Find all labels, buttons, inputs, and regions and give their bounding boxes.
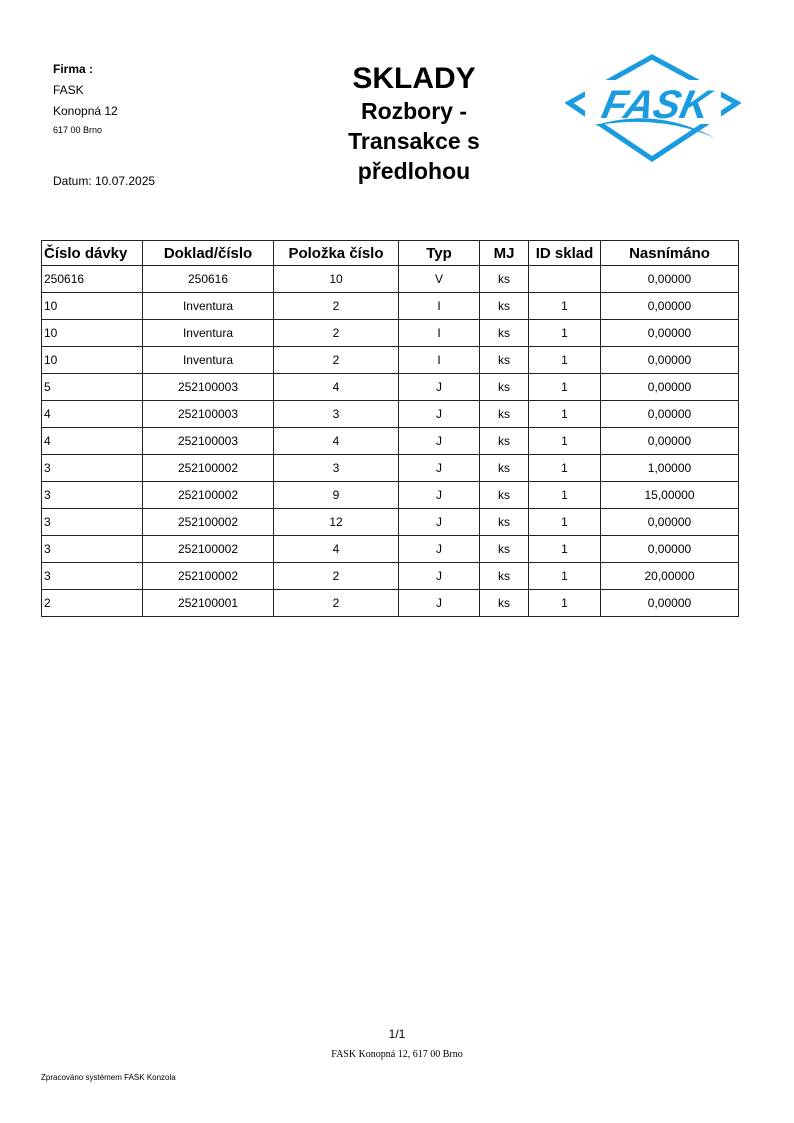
table-cell: 250616 xyxy=(143,266,274,293)
table-cell: I xyxy=(399,347,480,374)
table-cell: 3 xyxy=(274,455,399,482)
table-cell: 2 xyxy=(274,293,399,320)
column-header: Položka číslo xyxy=(274,241,399,266)
table-cell: 250616 xyxy=(42,266,143,293)
table-row xyxy=(42,563,739,590)
table-cell: ks xyxy=(480,455,529,482)
table-cell: 252100002 xyxy=(143,455,274,482)
table-header-row xyxy=(42,241,739,266)
table-cell: J xyxy=(399,401,480,428)
table-cell: 3 xyxy=(274,401,399,428)
table-cell: 3 xyxy=(42,563,143,590)
table-cell: 252100003 xyxy=(143,401,274,428)
logo-text: FASK xyxy=(598,81,715,127)
table-cell: 252100002 xyxy=(143,536,274,563)
table-cell: ks xyxy=(480,563,529,590)
table-cell: J xyxy=(399,428,480,455)
table-cell: 0,00000 xyxy=(601,347,739,374)
table-cell: 1 xyxy=(529,455,601,482)
table-cell: 5 xyxy=(42,374,143,401)
company-name: FASK xyxy=(53,83,84,97)
table-cell: 1 xyxy=(529,320,601,347)
table-cell: 1 xyxy=(529,509,601,536)
table-cell: 20,00000 xyxy=(601,563,739,590)
table-row xyxy=(42,320,739,347)
footer-address: FASK Konopná 12, 617 00 Brno xyxy=(331,1049,463,1060)
title-main: SKLADY xyxy=(352,62,476,95)
table-cell: 1 xyxy=(529,563,601,590)
table-cell: 0,00000 xyxy=(601,266,739,293)
table-cell: ks xyxy=(480,509,529,536)
column-header: Číslo dávky xyxy=(42,241,143,266)
table-cell: 0,00000 xyxy=(601,536,739,563)
table-cell: 4 xyxy=(42,401,143,428)
table-row xyxy=(42,374,739,401)
table-cell: 2 xyxy=(274,563,399,590)
table-cell: 1 xyxy=(529,374,601,401)
table-cell: 12 xyxy=(274,509,399,536)
title-sub-line: předlohou xyxy=(357,158,471,184)
table-cell: 4 xyxy=(274,536,399,563)
table-cell: 0,00000 xyxy=(601,401,739,428)
table-cell: J xyxy=(399,482,480,509)
table-cell: 1 xyxy=(529,428,601,455)
table-cell: 0,00000 xyxy=(601,428,739,455)
table-cell: 1 xyxy=(529,347,601,374)
table-cell: 252100003 xyxy=(143,374,274,401)
table-cell: 0,00000 xyxy=(601,590,739,617)
fask-logo-icon xyxy=(565,54,741,164)
table-cell: J xyxy=(399,374,480,401)
table-cell: Inventura xyxy=(143,320,274,347)
table-row xyxy=(42,428,739,455)
table-cell: 1,00000 xyxy=(601,455,739,482)
table-cell: 4 xyxy=(274,428,399,455)
company-city: 617 00 Brno xyxy=(53,125,103,135)
table-row xyxy=(42,482,739,509)
transactions-table xyxy=(41,240,739,617)
table-cell: 252100002 xyxy=(143,482,274,509)
table-cell: 15,00000 xyxy=(601,482,739,509)
table-cell: 10 xyxy=(42,293,143,320)
table-cell: I xyxy=(399,320,480,347)
table-cell: 10 xyxy=(42,347,143,374)
table-cell: 0,00000 xyxy=(601,293,739,320)
table-cell: ks xyxy=(480,320,529,347)
table-cell: 2 xyxy=(274,347,399,374)
report-date: Datum: 10.07.2025 xyxy=(53,174,156,188)
table-cell: ks xyxy=(480,536,529,563)
table-cell: 252100003 xyxy=(143,428,274,455)
table-cell: 2 xyxy=(274,590,399,617)
table-cell: ks xyxy=(480,347,529,374)
table-cell: ks xyxy=(480,482,529,509)
table-cell: I xyxy=(399,293,480,320)
column-header: Doklad/číslo xyxy=(143,241,274,266)
table-cell: ks xyxy=(480,293,529,320)
table-cell: ks xyxy=(480,428,529,455)
report-title xyxy=(314,62,514,186)
table-cell: 2 xyxy=(274,320,399,347)
table-cell: 10 xyxy=(42,320,143,347)
company-street: Konopná 12 xyxy=(53,104,118,118)
company-label: Firma : xyxy=(53,62,94,76)
table-row xyxy=(42,455,739,482)
table-cell: ks xyxy=(480,590,529,617)
table-cell: 4 xyxy=(42,428,143,455)
table-row xyxy=(42,590,739,617)
table-cell: J xyxy=(399,455,480,482)
table-cell: ks xyxy=(480,266,529,293)
table-cell: 10 xyxy=(274,266,399,293)
table-cell: 3 xyxy=(42,509,143,536)
table-row xyxy=(42,293,739,320)
column-header: ID sklad xyxy=(529,241,601,266)
table-cell: 1 xyxy=(529,401,601,428)
table-row xyxy=(42,401,739,428)
table-cell: ks xyxy=(480,401,529,428)
table-cell: 1 xyxy=(529,293,601,320)
table-cell: J xyxy=(399,563,480,590)
processed-by: Zpracováno systémem FASK Konzola xyxy=(41,1073,176,1082)
column-header: MJ xyxy=(480,241,529,266)
table-cell: 252100001 xyxy=(143,590,274,617)
table-row xyxy=(42,509,739,536)
table-cell: 9 xyxy=(274,482,399,509)
title-sub-line: Transakce s xyxy=(348,128,480,154)
table-row xyxy=(42,347,739,374)
table-cell: 2 xyxy=(42,590,143,617)
table-cell: 0,00000 xyxy=(601,509,739,536)
table-cell: Inventura xyxy=(143,293,274,320)
table-cell: ks xyxy=(480,374,529,401)
table-cell: J xyxy=(399,536,480,563)
table-cell: J xyxy=(399,509,480,536)
title-sub-line: Rozbory - xyxy=(360,98,468,124)
table-row xyxy=(42,266,739,293)
table-cell: 1 xyxy=(529,536,601,563)
page-number: 1/1 xyxy=(388,1027,406,1041)
table-cell: V xyxy=(399,266,480,293)
table-cell: 3 xyxy=(42,482,143,509)
table-cell: 0,00000 xyxy=(601,320,739,347)
table-cell: 1 xyxy=(529,590,601,617)
table-cell: 4 xyxy=(274,374,399,401)
column-header: Typ xyxy=(399,241,480,266)
table-cell: Inventura xyxy=(143,347,274,374)
table-row xyxy=(42,536,739,563)
table-cell: 3 xyxy=(42,536,143,563)
table-cell: J xyxy=(399,590,480,617)
table-cell: 1 xyxy=(529,482,601,509)
table-cell: 252100002 xyxy=(143,563,274,590)
table-cell: 252100002 xyxy=(143,509,274,536)
column-header: Nasnímáno xyxy=(601,241,739,266)
table-cell: 3 xyxy=(42,455,143,482)
table-cell xyxy=(529,266,601,293)
table-cell: 0,00000 xyxy=(601,374,739,401)
